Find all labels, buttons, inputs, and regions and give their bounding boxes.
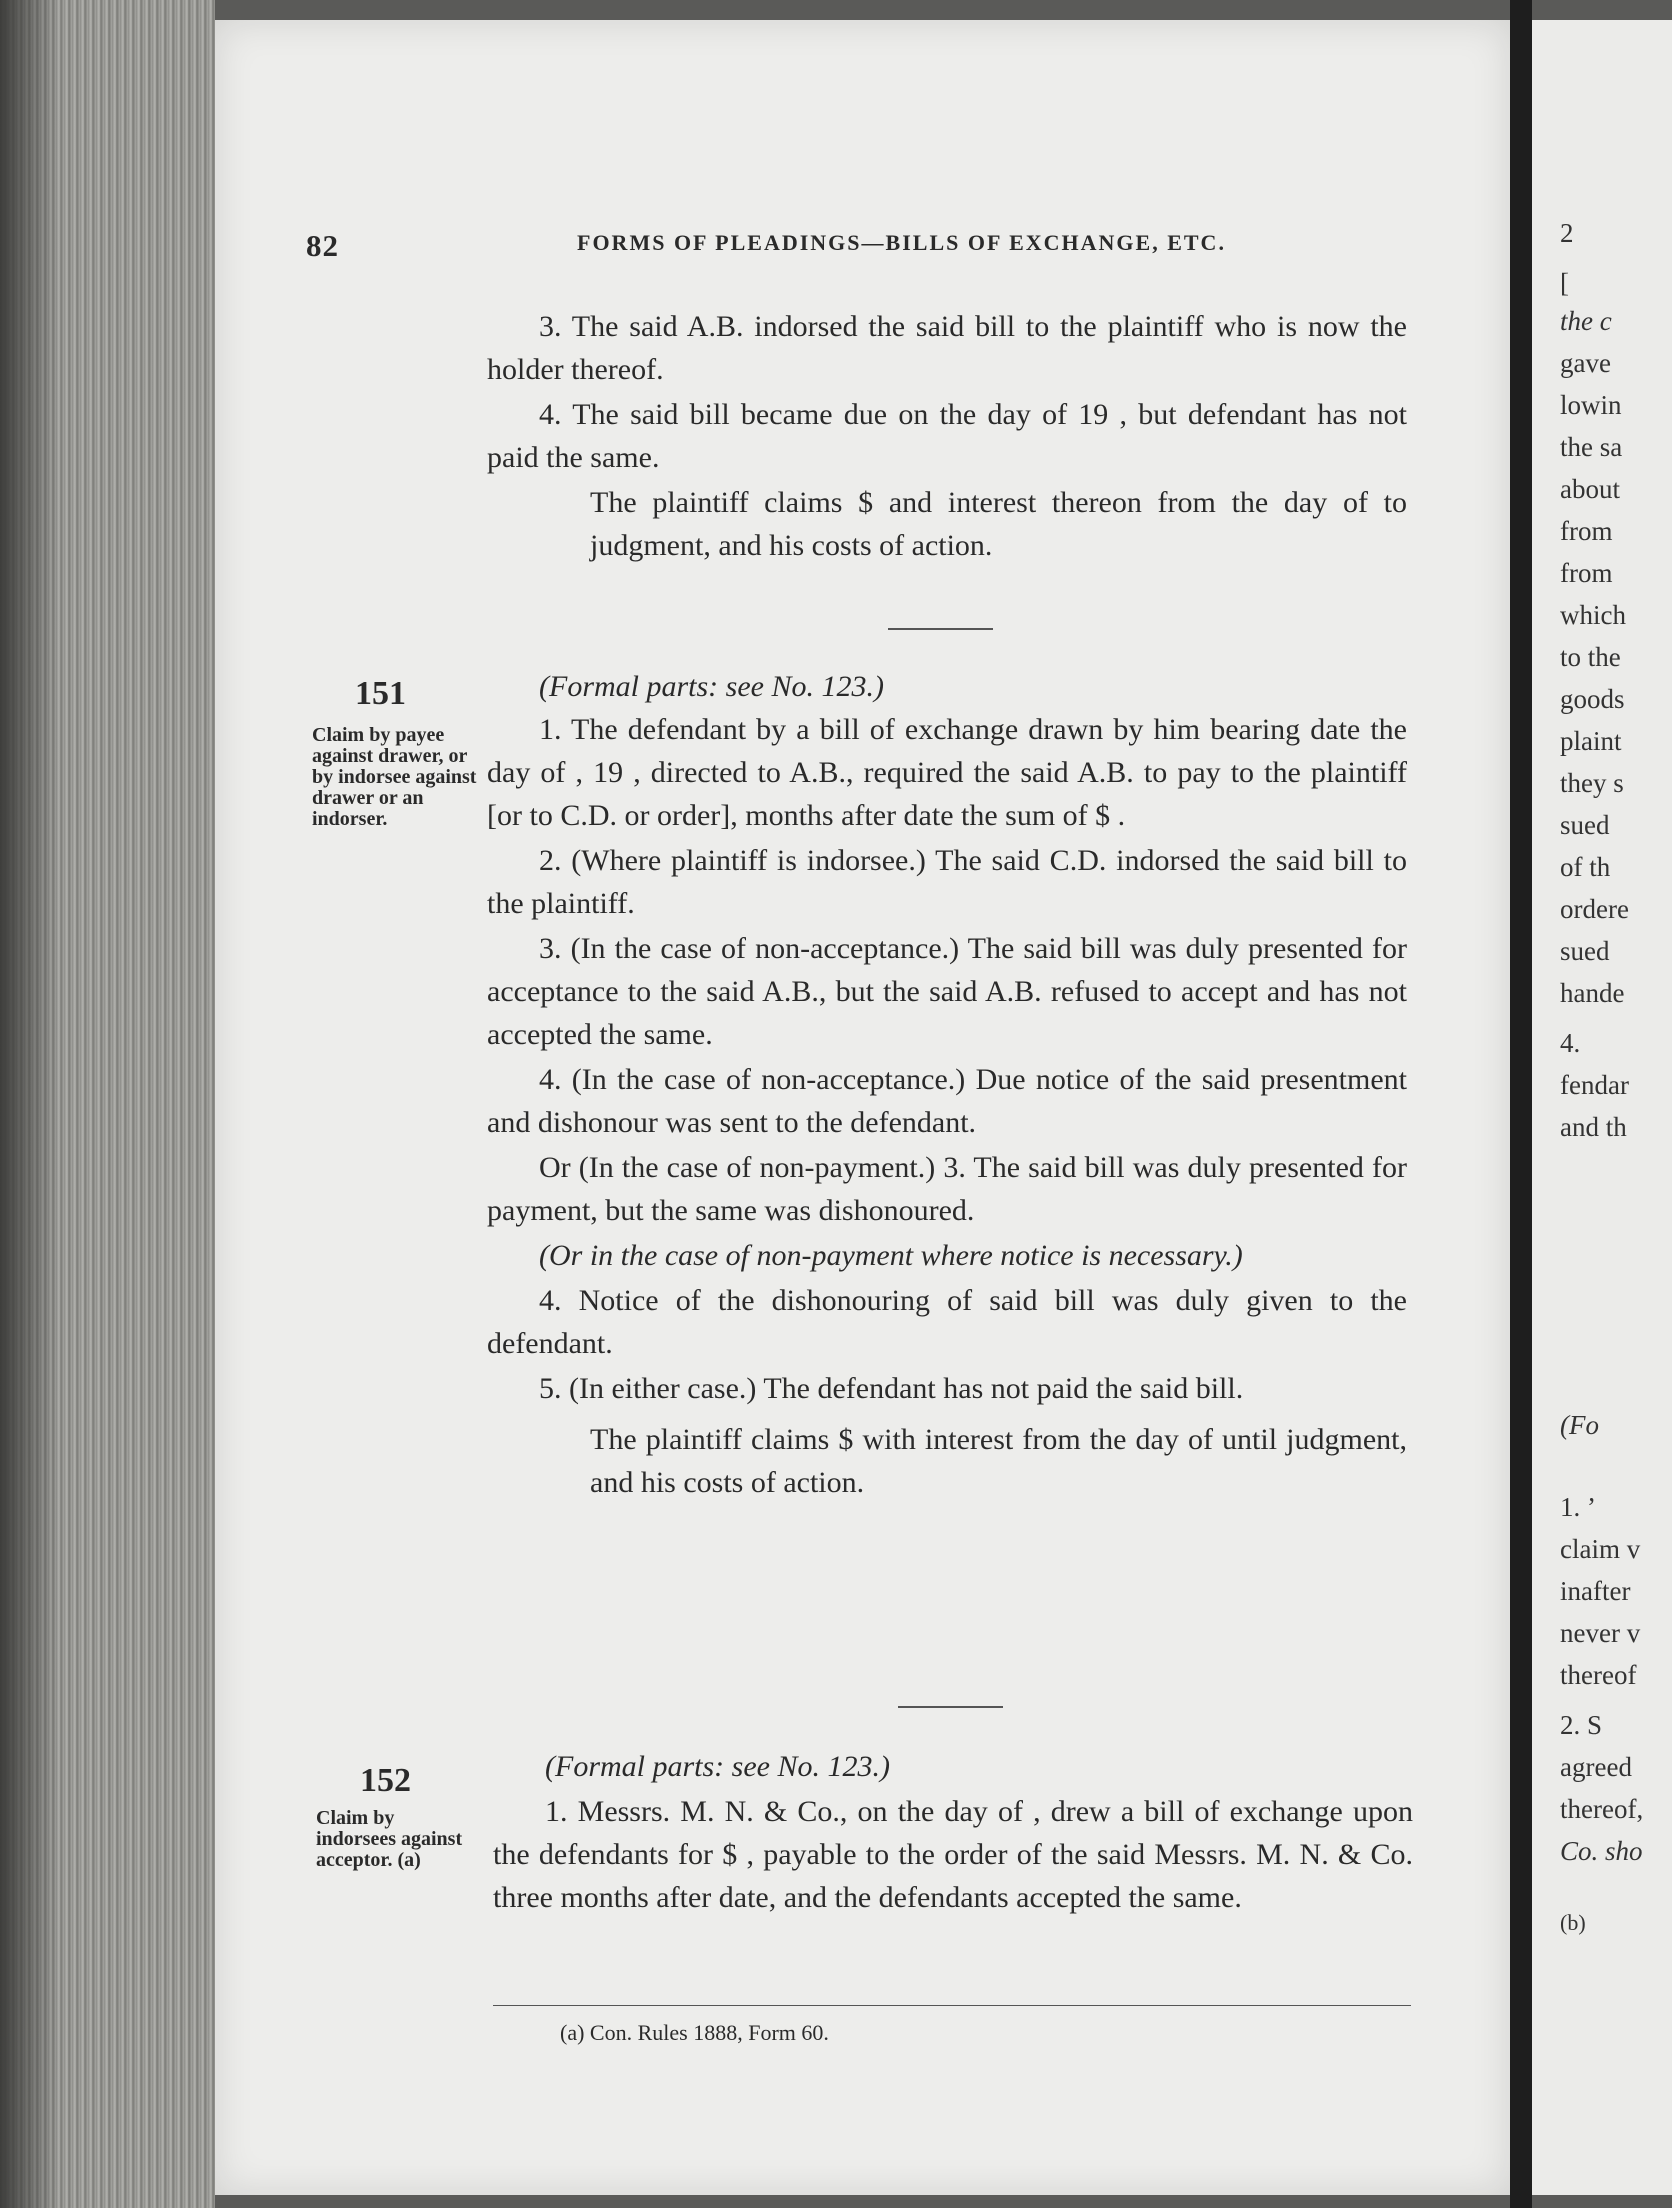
right-page-line: hande xyxy=(1560,978,1625,1008)
form-151-para-3: 3. (In the case of non-acceptance.) The said bill was duly presented for acceptance to the said A.B., but the said A.B. refused to accept and has not accepted the same. xyxy=(487,932,1407,1051)
right-page-line: never v xyxy=(1560,1618,1641,1648)
right-page-line: of th xyxy=(1560,852,1611,882)
right-page-line: 1. ’ xyxy=(1560,1492,1596,1522)
form-151-body xyxy=(487,665,1407,1534)
form-151-claim: The plaintiff claims $ with interest from the day of until judgment, and his costs of action. xyxy=(590,1423,1407,1499)
book-page-edges xyxy=(0,0,215,2208)
right-page-line: sued xyxy=(1560,810,1610,840)
footnote: (a) Con. Rules 1888, Form 60. xyxy=(560,2020,829,2045)
form-151-para-5: Or (In the case of non-payment.) 3. The said bill was duly presented for payment, but the same was dishonoured. xyxy=(487,1151,1407,1227)
side-note-152: Claim by indorsees against acceptor. (a) xyxy=(316,1807,463,1871)
form-151-para-7: 4. Notice of the dishonouring of said bill was duly given to the defendant. xyxy=(487,1284,1407,1360)
right-page-line: 2. S xyxy=(1560,1710,1603,1740)
section-divider xyxy=(898,1706,1003,1708)
right-page-line: and th xyxy=(1560,1112,1627,1142)
form-number-151: 151 xyxy=(355,675,406,712)
page-number: 82 xyxy=(306,228,339,263)
right-page-line: Co. sho xyxy=(1560,1836,1643,1866)
right-page-line: which xyxy=(1560,600,1626,630)
right-page-line: lowin xyxy=(1560,390,1622,420)
right-page-line: (Fo xyxy=(1560,1410,1599,1440)
right-page-line: ordere xyxy=(1560,894,1629,924)
form-151-para-1: 1. The defendant by a bill of exchange drawn by him bearing date the day of , 19 , directed to A.B., required the said A.B. to pay to the plaintiff [or to C.D. or order], months after date the sum of $ . xyxy=(487,713,1407,832)
right-page-line: 4. xyxy=(1560,1028,1581,1058)
book-gutter xyxy=(1510,0,1532,2208)
side-note-151: Claim by payee against drawer, or by indorsee against drawer or an indorser. xyxy=(312,724,477,830)
right-page-line: about xyxy=(1560,474,1620,504)
form-152-para-1: 1. Messrs. M. N. & Co., on the day of , drew a bill of exchange upon the defendants for $ , payable to the order of the said Messrs. M. N. & Co. three months after date, and the defendants accepted the same. xyxy=(493,1795,1413,1914)
section-divider xyxy=(888,628,993,630)
running-head: FORMS OF PLEADINGS—BILLS OF EXCHANGE, ETC. xyxy=(577,230,1226,255)
right-page-line: [ xyxy=(1560,268,1569,298)
form-151-para-4: 4. (In the case of non-acceptance.) Due notice of the said presentment and dishonour was sent to the defendant. xyxy=(487,1063,1407,1139)
right-page-fragment xyxy=(1532,20,1672,2195)
right-page-line: from xyxy=(1560,516,1613,546)
form-151-para-2: 2. (Where plaintiff is indorsee.) The said C.D. indorsed the said bill to the plaintiff. xyxy=(487,844,1407,920)
formal-parts-151: (Formal parts: see No. 123.) xyxy=(539,670,884,703)
right-page-line: inafter xyxy=(1560,1576,1631,1606)
intro-claim: The plaintiff claims $ and interest thereon from the day of to judgment, and his costs of action. xyxy=(590,486,1407,562)
intro-para-4: 4. The said bill became due on the day of 19 , but defendant has not paid the same. xyxy=(487,398,1407,474)
right-page-line: plaint xyxy=(1560,726,1622,756)
right-page-line: from xyxy=(1560,558,1613,588)
right-page-line: to the xyxy=(1560,642,1621,672)
formal-parts-152: (Formal parts: see No. 123.) xyxy=(545,1750,890,1783)
intro-section xyxy=(487,305,1407,597)
right-page-line: gave xyxy=(1560,348,1611,378)
right-page-line: 2 xyxy=(1560,218,1574,248)
form-151-para-6: (Or in the case of non-payment where notice is necessary.) xyxy=(539,1239,1243,1272)
footnote-rule xyxy=(493,2005,1411,2006)
right-page-line: claim v xyxy=(1560,1534,1641,1564)
right-page-line: (b) xyxy=(1560,1910,1586,1935)
right-page-line: they s xyxy=(1560,768,1624,798)
right-page-line: thereof xyxy=(1560,1660,1637,1690)
right-page-line: goods xyxy=(1560,684,1625,714)
right-page-line: agreed xyxy=(1560,1752,1632,1782)
form-152-body xyxy=(493,1745,1413,1919)
right-page-line: thereof, xyxy=(1560,1794,1644,1824)
form-number-152: 152 xyxy=(360,1762,411,1799)
right-page-line: the sa xyxy=(1560,432,1623,462)
right-page-line: sued xyxy=(1560,936,1610,966)
right-page-line: fendar xyxy=(1560,1070,1629,1100)
form-151-para-8: 5. (In either case.) The defendant has not paid the said bill. xyxy=(539,1372,1244,1405)
intro-para-3: 3. The said A.B. indorsed the said bill to the plaintiff who is now the holder thereof. xyxy=(487,310,1407,386)
right-page-line: the c xyxy=(1560,306,1612,336)
